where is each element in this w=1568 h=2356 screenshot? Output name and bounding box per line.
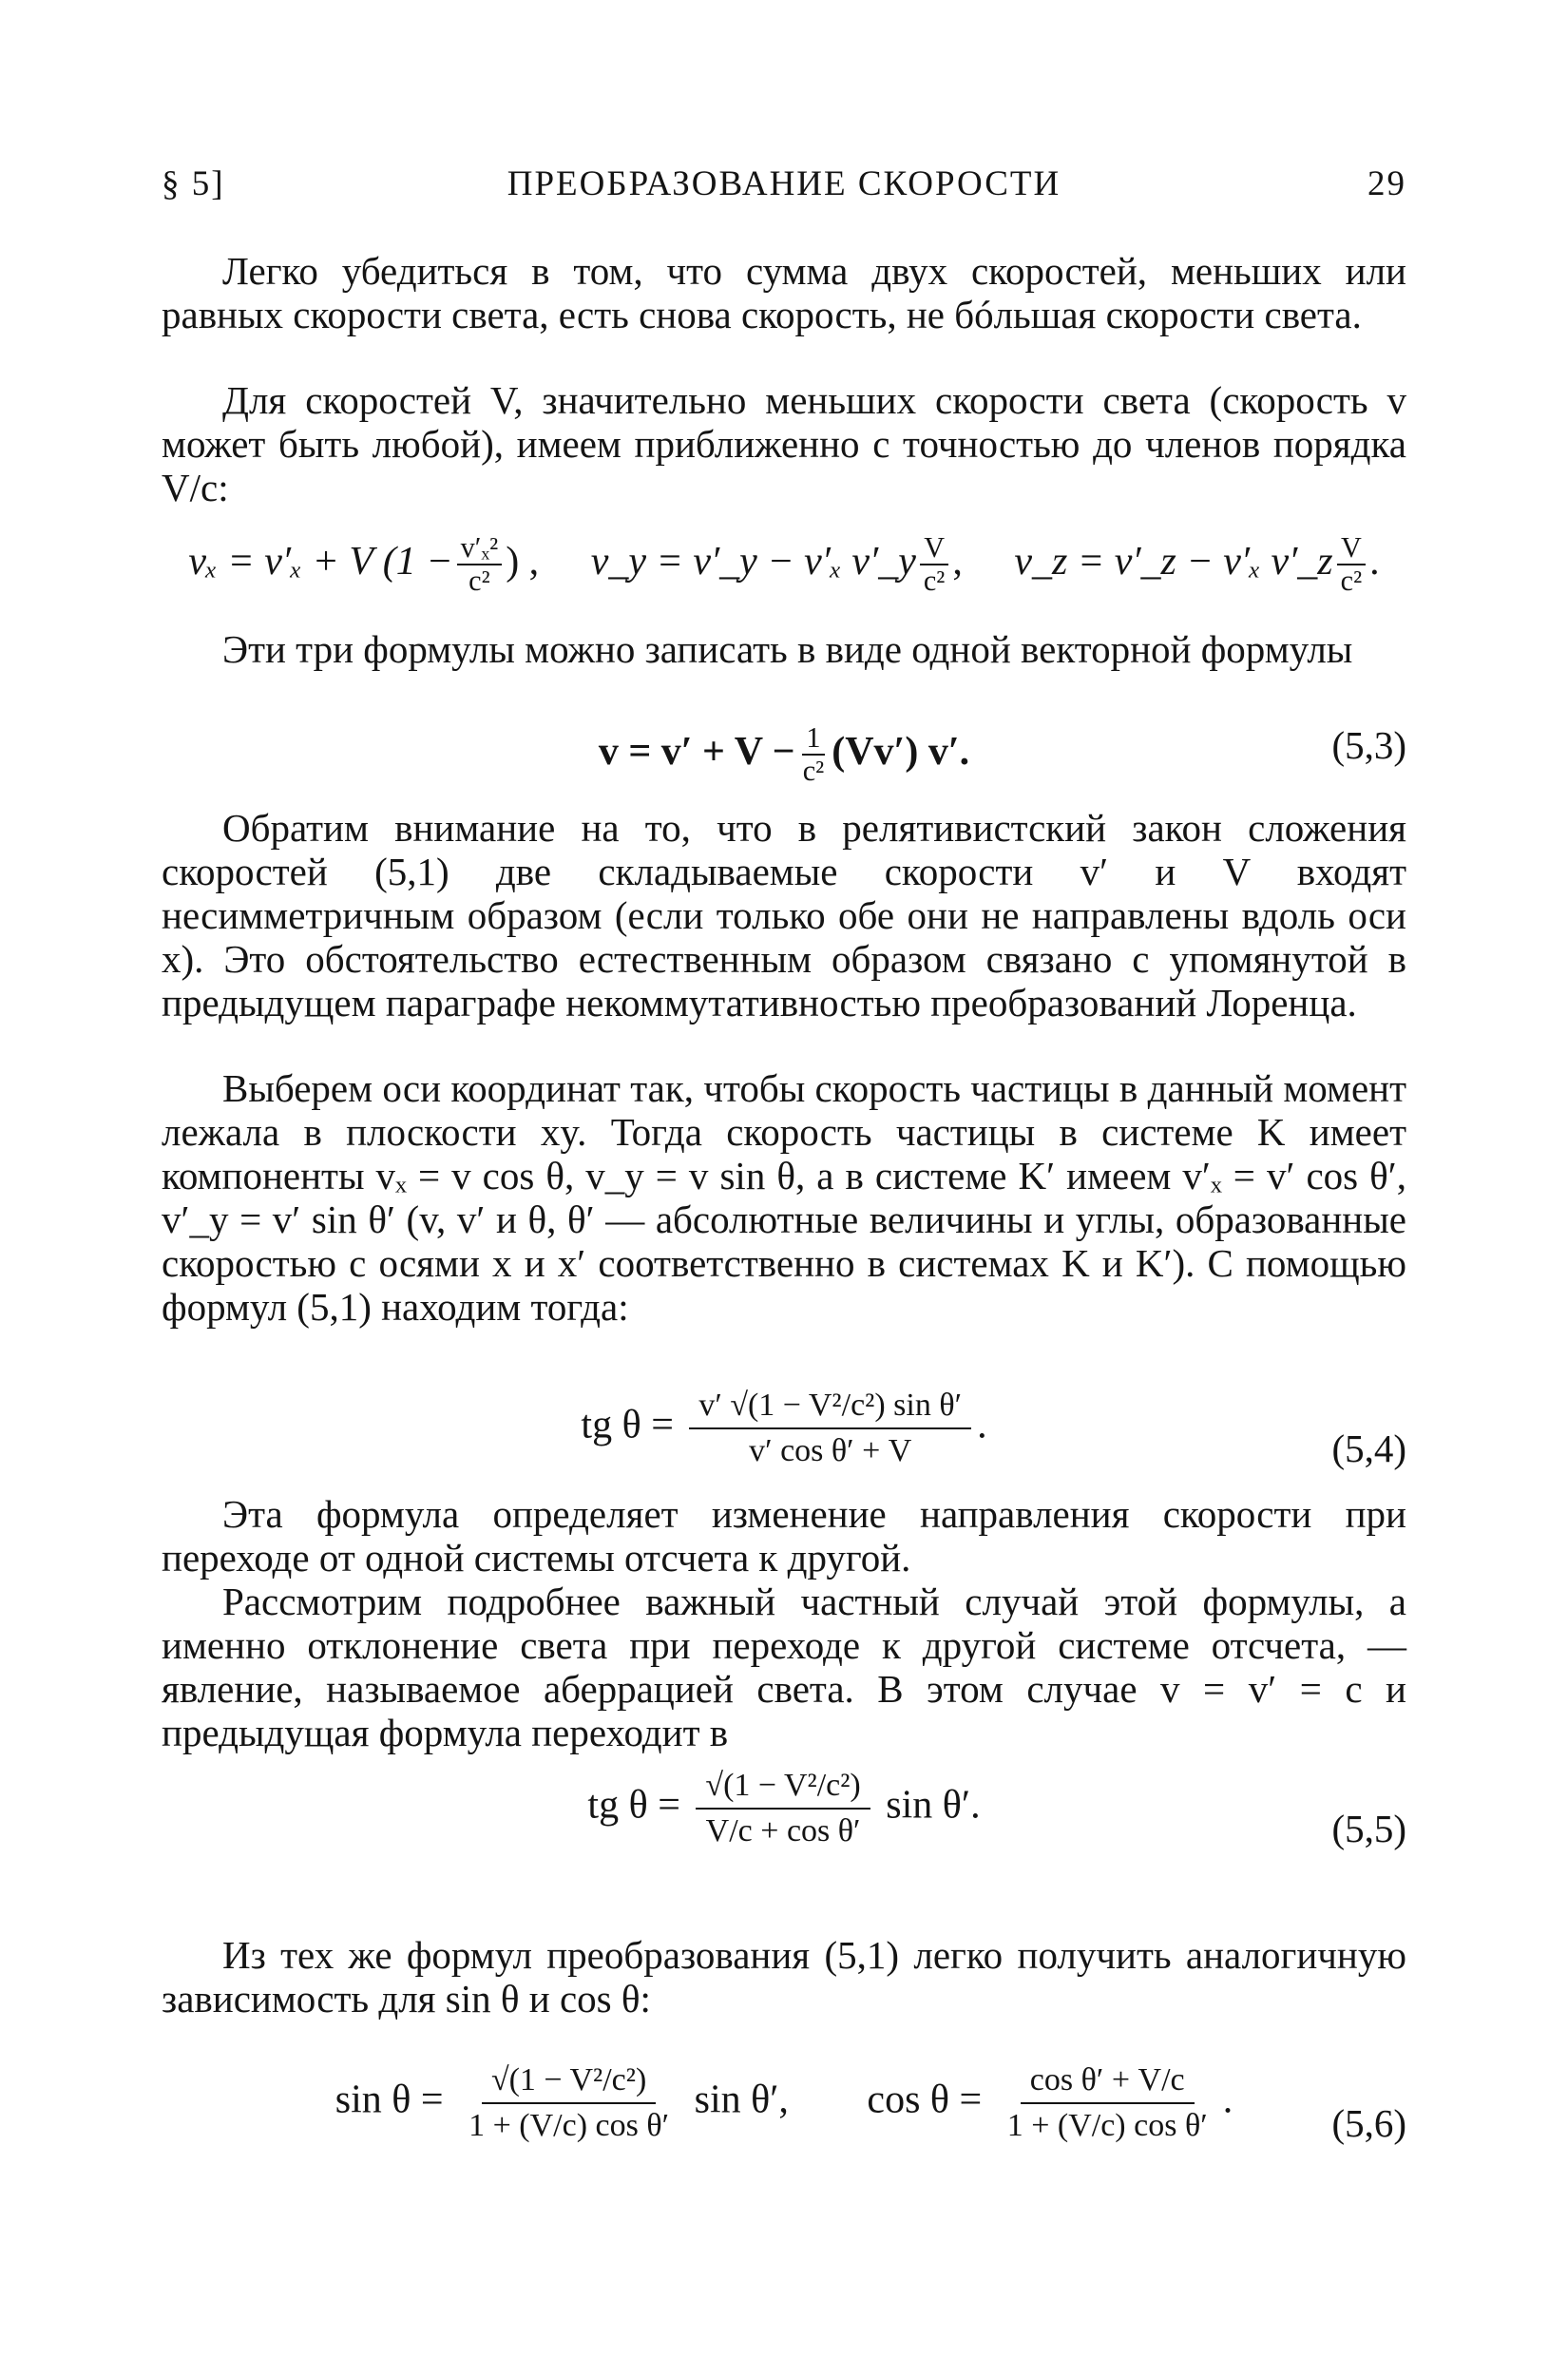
equation-5-3: v = v′ + V − $\frac{1}{\text{c²}}$ (Vv′) v′. (5,3) bbox=[598, 721, 1406, 788]
equation-5-4: tg θ = $\frac{\text{v′ √(1 − V²/c²) sin θ′}}{\text{v′ cos θ′ + V}}$ . (5,4) bbox=[581, 1388, 1406, 1470]
paragraph-8: Из тех же формул преобразования (5,1) легко получить аналогичную зависимость для sin θ и cos θ: bbox=[162, 1933, 1406, 2021]
eq-vy: v_y = v′_y − v′ₓ v′_y $\frac{V}{\text{c²}}$ , bbox=[590, 531, 963, 598]
equation-5-6 bbox=[162, 2062, 1406, 2144]
paragraph-1: Легко убедиться в том, что сумма двух скоростей, меньших или равных скорости света, есть снова скорость, не бóльшая скорости света. bbox=[162, 249, 1406, 336]
section-marker: § 5] bbox=[162, 164, 225, 203]
equation-number-5-4: (5,4) bbox=[1331, 1427, 1406, 1470]
eq-sin: sin θ = $\frac{\text{√(1 − V²/c²)}}{\text{1 + (V/c) cos θ′}}$ sin θ′, bbox=[335, 2062, 789, 2143]
paragraph-4: Обратим внимание на то, что в релятивистский закон сложения скоростей (5,1) две складываемые скорости v′ и V входят несимметричным образом (если только обе они не направлены вдоль оси x). Это обстоятельство естественным образом связано с упомянутой в предыдущем параграфе некоммутативностью преобразований Лоренца. bbox=[162, 806, 1406, 1025]
running-header bbox=[162, 163, 1406, 211]
page-title: ПРЕОБРАЗОВАНИЕ СКОРОСТИ bbox=[507, 164, 1061, 203]
equation-number-5-6: (5,6) bbox=[1331, 2101, 1406, 2145]
equation-number-5-5: (5,5) bbox=[1331, 1807, 1406, 1850]
paragraph-7: Рассмотрим подробнее важный частный случай этой формулы, а именно отклонение света при переходе к другой системе отсчета, — явление, называемое аберрацией света. В этом случае v = v′ = c и предыдущая формула переходит в bbox=[162, 1580, 1406, 1754]
eq-vz: v_z = v′_z − v′ₓ v′_z $\frac{V}{\text{c²}}$ . bbox=[1014, 531, 1380, 598]
equation-number-5-3: (5,3) bbox=[1331, 723, 1406, 767]
eq-vx: vₓ = v′ₓ + V (1 − $\frac{\text{v′ₓ²}}{\text{c²}}$ ) , bbox=[188, 531, 540, 598]
paragraph-5: Выберем оси координат так, чтобы скорость частицы в данный момент лежала в плоскости xy. Тогда скорость частицы в системе K имеет компоненты vₓ = v cos θ, v_y = v sin θ, а в системе K′ имеем v′ₓ = v′ cos θ′, v′_y = v′ sin θ′ (v, v′ и θ, θ′ — абсолютные величины и углы, образованные скоростью с осями x и x′ соответственно в системах K и K′). С помощью формул (5,1) находим тогда: bbox=[162, 1066, 1406, 1329]
paragraph-6: Эта формула определяет изменение направления скорости при переходе от одной системы отсчета к другой. bbox=[162, 1492, 1406, 1580]
page-number: 29 bbox=[1367, 164, 1406, 203]
paragraph-2: Для скоростей V, значительно меньших скорости света (скорость v может быть любой), имеем приближенно с точностью до членов порядка V/c: bbox=[162, 378, 1406, 509]
paragraph-3: Эти три формулы можно записать в виде одной векторной формулы bbox=[222, 627, 1353, 671]
equation-approx-components bbox=[162, 532, 1406, 598]
equation-5-5: tg θ = $\frac{\text{√(1 − V²/c²)}}{\text{V/c + cos θ′}}$ sin θ′. (5,5) bbox=[587, 1768, 1406, 1850]
eq-cos: cos θ = $\frac{\text{cos θ′ + V/c}}{\text{1 + (V/c) cos θ′}}$ . bbox=[867, 2062, 1233, 2143]
